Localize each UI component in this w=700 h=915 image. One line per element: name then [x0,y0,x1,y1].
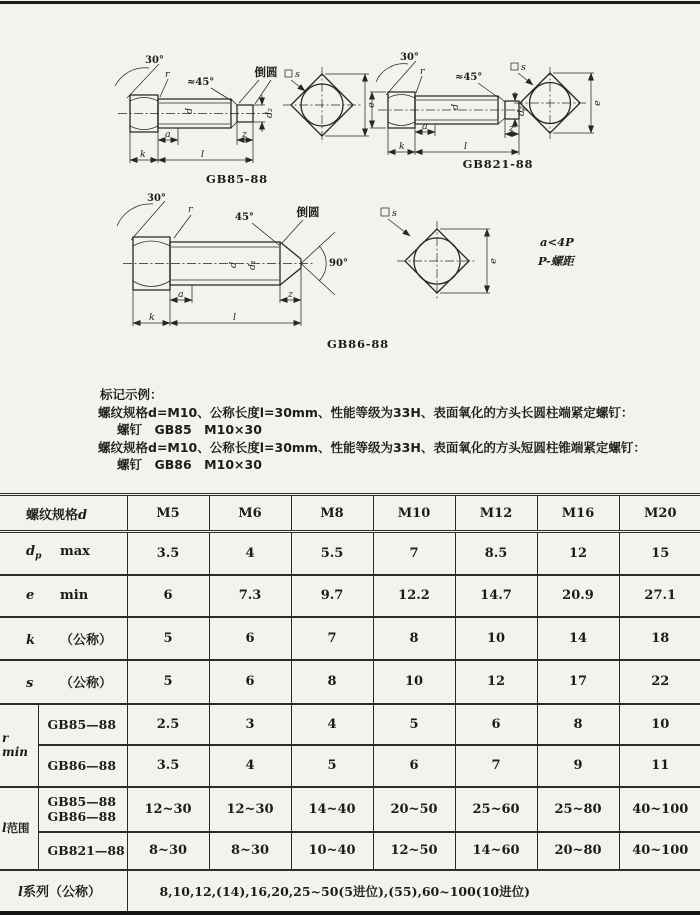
dim-z: z [509,123,515,134]
table-cell: 7 [373,532,455,575]
table-cell: 20.9 [537,575,619,617]
header-thread-spec [0,495,127,532]
chamfer-label: ≈45° [455,72,483,83]
fillet-label: r [188,204,193,215]
header-label: 螺纹规格 [26,507,79,523]
table-row-dp [0,532,700,575]
row-label-l-series [0,870,127,914]
column-header: M6 [209,495,291,532]
standard-line: GB85—88 [47,794,117,809]
dim-d: d [184,107,195,115]
table-cell: 10 [619,704,700,745]
dim-e: e [488,258,499,264]
round-note-label: 倒圆 [296,205,320,219]
standard-label: GB821—88 [38,832,127,870]
marking-line: 螺钉 GB85 M10×30 [117,422,262,437]
table-cell: 12.2 [373,575,455,617]
table-cell: 10~40 [291,832,373,870]
row-symbol: l [18,885,23,901]
table-cell: 15 [619,532,700,575]
marking-line: 螺钉 GB86 M10×30 [117,457,262,472]
table-cell: 4 [209,745,291,787]
cone-angle-label: 90° [329,258,348,269]
column-header: M16 [537,495,619,532]
table-cell: 8 [291,660,373,704]
column-header: M5 [127,495,209,532]
table-cell: 14~60 [455,832,537,870]
standard-label: GB85—88 [38,704,127,745]
chamfer-label: 45° [235,212,254,223]
table-cell: 20~50 [373,787,455,832]
figure-gb821 [358,48,668,185]
marking-example-section [0,386,700,474]
standard-label [38,787,127,832]
dim-z: z [288,289,294,300]
table-row-rmin-gb86 [0,745,700,787]
table-cell: 12~30 [127,787,209,832]
dim-a: a [178,289,184,300]
dim-l: l [464,141,468,152]
table-cell: 8 [373,617,455,660]
spec-table [0,493,700,915]
table-cell: 7.3 [209,575,291,617]
table-row-lrange-gb85 [0,787,700,832]
table-cell: 20~80 [537,832,619,870]
column-header: M8 [291,495,373,532]
row-label [0,575,127,617]
row-symbol-sub: p [35,552,42,563]
dim-e: e [366,102,377,108]
figure-caption-gb85: GB85-88 [206,172,268,186]
table-cell: 9.7 [291,575,373,617]
figure-gb86 [95,188,665,360]
table-cell: 18 [619,617,700,660]
row-symbol: s [26,676,34,691]
table-cell: 14 [537,617,619,660]
table-row-lrange-gb821 [0,832,700,870]
table-cell: 7 [291,617,373,660]
dim-a: a [165,129,171,140]
table-cell: 14.7 [455,575,537,617]
table-row-rmin-gb85 [0,704,700,745]
angle-30-label: 30° [400,52,419,63]
table-cell: 5.5 [291,532,373,575]
page-top-rule [0,1,700,4]
group-label-l-range [0,787,38,870]
marking-title: 标记示例： [100,387,163,402]
dim-d: d [450,103,461,111]
table-cell: 25~60 [455,787,537,832]
dim-k: k [399,141,405,152]
note-a-4p: a<4P [540,235,574,249]
marking-line: 螺纹规格d=M10、公称长度l=30mm、性能等级为33H、表面氧化的方头短圆柱锥端紧定螺钉： [98,439,646,455]
table-cell: 5 [127,617,209,660]
fillet-label: r [165,69,170,80]
dim-d2: d₂ [516,106,527,116]
table-cell: 7 [455,745,537,787]
table-cell: 8~30 [209,832,291,870]
row-label [0,617,127,660]
table-cell: 12 [455,660,537,704]
dim-z: z [242,129,248,140]
dim-e: e [592,100,603,106]
row-symbol: k [26,632,36,648]
table-row-k [0,617,700,660]
dim-s: s [392,208,397,219]
table-row-s [0,660,700,704]
row-condition: 系列（公称） [22,885,101,901]
fillet-label: r [420,66,425,77]
table-row-e [0,575,700,617]
table-cell: 40~100 [619,787,700,832]
table-cell: 6 [127,575,209,617]
group-symbol: l [2,821,7,835]
table-cell: 3.5 [127,532,209,575]
group-label-r-min [0,704,38,787]
note-pitch: P-螺距 [538,254,574,268]
standard-label: GB86—88 [38,745,127,787]
table-cell: 5 [291,745,373,787]
dim-d: d [228,261,239,269]
angle-30-label: 30° [147,193,166,204]
table-cell: 14~40 [291,787,373,832]
table-cell: 5 [127,660,209,704]
row-condition: （公称） [60,632,113,648]
row-label [0,532,127,575]
table-cell: 40~100 [619,832,700,870]
table-cell: 3.5 [127,745,209,787]
table-cell: 2.5 [127,704,209,745]
standard-line: GB86—88 [47,809,117,824]
table-cell: 22 [619,660,700,704]
dim-k: k [140,149,146,160]
round-note-label: 倒圆 [254,65,278,79]
dim-s: s [521,62,526,73]
group-condition: 范围 [6,821,30,835]
dim-l: l [233,312,237,323]
marking-line: 螺纹规格d=M10、公称长度l=30mm、性能等级为33H、表面氧化的方头长圆柱端紧定螺钉： [98,404,634,420]
table-cell: 17 [537,660,619,704]
dim-d2: d₂ [264,108,275,118]
group-symbol: r [2,731,9,745]
dim-s: s [295,69,300,80]
figure-caption-gb821: GB821-88 [462,157,534,171]
table-cell: 6 [455,704,537,745]
table-row-lseries [0,870,700,914]
l-series-values: 8,10,12,(14),16,20,25~50(5进位),(55),60~100(10进位) [127,870,700,914]
group-condition: min [2,745,28,759]
table-cell: 27.1 [619,575,700,617]
table-cell: 12 [537,532,619,575]
row-condition: min [60,588,89,603]
table-cell: 5 [373,704,455,745]
dim-l: l [201,149,205,160]
column-header: M12 [455,495,537,532]
table-cell: 4 [291,704,373,745]
dim-d1: d₁ [247,260,258,270]
row-symbol: e [26,588,35,603]
column-header: M10 [373,495,455,532]
table-header-row [0,495,700,532]
row-condition: （公称） [60,676,113,691]
column-header: M20 [619,495,700,532]
table-cell: 9 [537,745,619,787]
table-cell: 8.5 [455,532,537,575]
row-label [0,660,127,704]
dim-k: k [149,312,155,323]
header-symbol: d [78,507,88,523]
figure-caption-gb86: GB86-88 [327,337,389,351]
table-cell: 4 [209,532,291,575]
table-cell: 3 [209,704,291,745]
row-condition: max [60,544,90,560]
table-cell: 8~30 [127,832,209,870]
angle-30-label: 30° [145,55,164,66]
table-cell: 10 [373,660,455,704]
table-cell: 25~80 [537,787,619,832]
dim-a: a [422,121,428,132]
table-cell: 6 [373,745,455,787]
table-cell: 12~50 [373,832,455,870]
chamfer-label: ≈45° [187,77,215,88]
table-cell: 12~30 [209,787,291,832]
row-symbol: d [26,544,36,560]
table-cell: 6 [209,617,291,660]
table-cell: 6 [209,660,291,704]
table-cell: 10 [455,617,537,660]
table-cell: 8 [537,704,619,745]
table-cell: 11 [619,745,700,787]
figure-gb85 [85,50,380,192]
